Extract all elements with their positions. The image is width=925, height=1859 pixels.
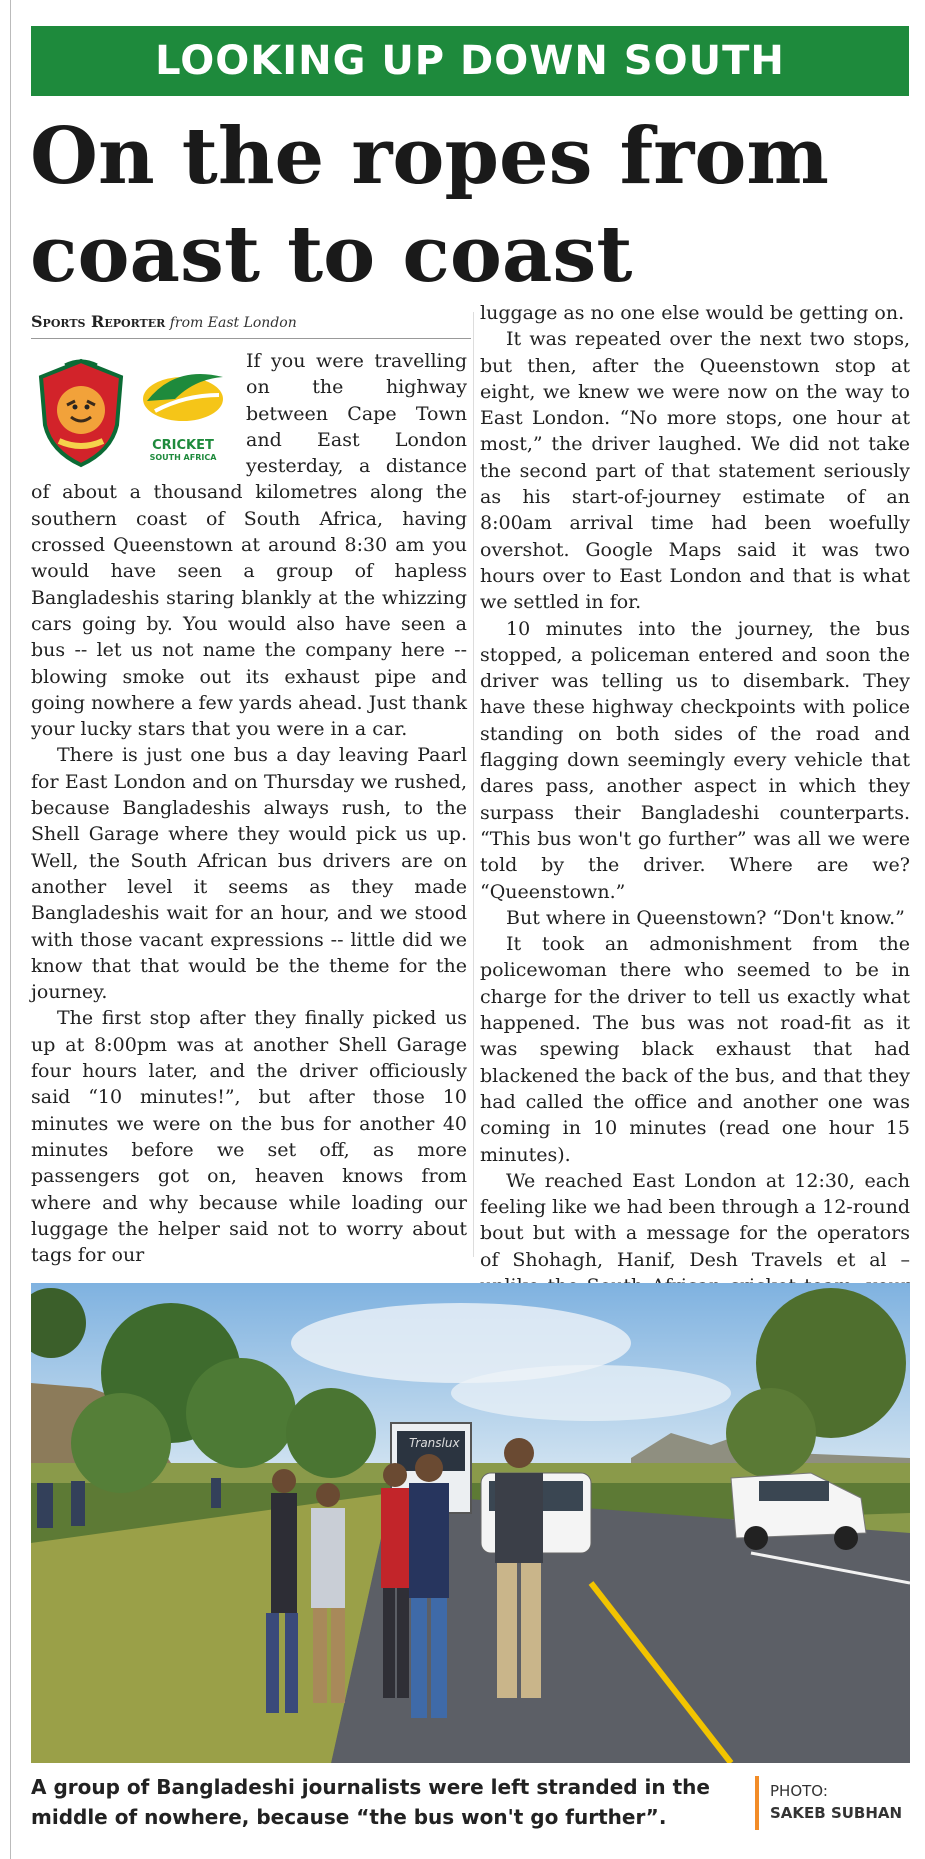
news-photo: [31, 1283, 910, 1763]
article-paragraph: It was repeated over the next two stops, but then, after the Queenstown stop at eight, we knew we were now on the way to East London. “No more stops, one hour at most,” the driver laughed. We did not take the second part of that statement seriously as his start-of-journey estimate of an 8:00am arrival time had been woefully overshot. Google Maps said it was two hours over to East London and that is what we settled in for.: [480, 328, 910, 614]
highway-scene: [31, 1283, 910, 1763]
bus-label: Translux: [409, 1436, 460, 1450]
photo-caption: A group of Bangladeshi journalists were left stranded in the middle of nowhere, because “the bus won't go further”.: [31, 1775, 710, 1829]
section-banner: LOOKING UP DOWN SOUTH: [31, 26, 909, 96]
csa-logo-text: CRICKET: [152, 438, 214, 453]
csa-logo-subtext: SOUTH AFRICA: [149, 453, 217, 462]
byline: [31, 312, 471, 339]
credit-accent-bar: [755, 1776, 759, 1830]
article-paragraph: The first stop after they finally picked us up at 8:00pm was at another Shell Garage four hours later, and the driver officiously said “10 minutes!”, but after those 10 minutes we were on the bus for another 40 minutes before we set off, as more passengers got on, heaven knows from where and why because while loading our luggage the helper said not to worry about tags for our: [31, 1007, 467, 1267]
article-left-column: [31, 348, 467, 1268]
article-paragraph: It took an admonishment from the policewoman there who seemed to be in charge for the driver to tell us exactly what happened. The bus was not road-fit as it was spewing black exhaust that had blackened the back of the bus, and that they had called the office and another one was coming in 10 minutes (read one hour 15 minutes).: [480, 933, 910, 1166]
credit-name: SAKEB SUBHAN: [770, 1804, 903, 1822]
column-divider: [473, 312, 474, 1257]
article-paragraph: luggage as no one else would be getting on.: [480, 302, 905, 324]
byline-location: from East London: [169, 315, 297, 331]
byline-reporter: Sports Reporter: [31, 312, 166, 331]
page-edge-rule: [10, 0, 11, 1859]
article-paragraph: We reached East London at 12:30, each feeling like we had been through a 12-round bout but with a message for the operators of Shohagh, Hanif, Desh Travels et al –: [480, 1169, 910, 1271]
article-paragraph: If you were travelling on the highway between Cape Town and East London yesterday, a distance of about a thousand kilometres along the southern coast of South Africa, having crossed Queenstown at around 8:30 am you would have seen a group of hapless Bangladeshis staring blankly at the whizzing cars going by. You would also have seen a bus -- let us not name the company here -- blowing smoke out its exhaust pipe and going nowhere a few yards ahead. Just thank your lucky stars that you were in a car.: [31, 350, 467, 741]
article-right-column: [480, 300, 910, 1352]
article-paragraph: There is just one bus a day leaving Paarl for East London and on Thursday we rushed, because Bangladeshis always rush, to the Shell Garage where they would pick us up. Well, the South African bus drivers are on another level it seems as they made Bangladeshis wait for an hour, and we stood with those vacant expressions -- little did we know that that would be the theme for the journey.: [31, 744, 467, 1004]
photo-credit: [770, 1780, 915, 1824]
article-paragraph: But where in Queenstown? “Don't know.”: [506, 906, 905, 929]
credit-label: PHOTO:: [770, 1782, 828, 1800]
headline: On the ropes from coast to coast: [30, 111, 829, 300]
article-paragraph: 10 minutes into the journey, the bus stopped, a policeman entered and soon the driver was telling us to disembark. They have these highway checkpoints with police standing on both sides of the road and flagging down seemingly every vehicle that dares pass, another aspect in which they surpass their Bangladeshi counterparts. “This bus won't go further” was all we were told by the driver. Where are we? “Queenstown.”: [480, 617, 910, 903]
